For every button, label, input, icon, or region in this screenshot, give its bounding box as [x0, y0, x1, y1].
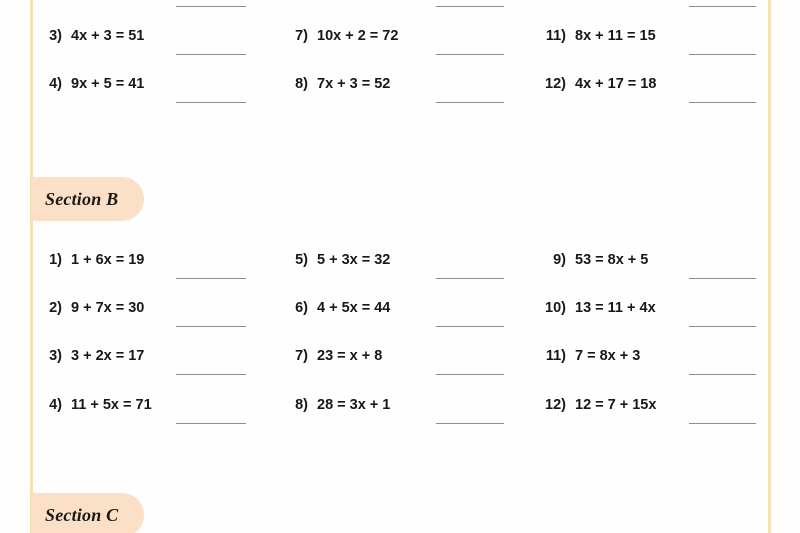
problem-row	[286, 252, 390, 278]
problem-row	[538, 76, 656, 102]
problem-row	[40, 252, 144, 278]
problem-equation: 5 + 3x = 32	[317, 252, 391, 268]
answer-line[interactable]	[689, 54, 756, 55]
problem-number: 3)	[49, 28, 62, 44]
problem-row	[286, 28, 398, 54]
answer-line[interactable]	[436, 423, 504, 424]
answer-line[interactable]	[436, 326, 504, 327]
answer-line[interactable]	[689, 374, 756, 375]
problem-number: 5)	[295, 252, 308, 268]
answer-line[interactable]	[689, 423, 756, 424]
problem-number: 8)	[295, 76, 308, 92]
problem-equation: 53 = 8x + 5	[575, 252, 649, 268]
problem-row	[538, 252, 648, 278]
answer-line[interactable]	[689, 102, 756, 103]
problem-row	[286, 300, 390, 326]
problem-number: 6)	[295, 300, 308, 316]
answer-line[interactable]	[689, 278, 756, 279]
answer-line[interactable]	[436, 374, 504, 375]
answer-line[interactable]	[436, 278, 504, 279]
answer-line[interactable]	[176, 423, 246, 424]
answer-line[interactable]	[176, 374, 246, 375]
problem-number: 1)	[49, 252, 62, 268]
problem-number: 2)	[49, 300, 62, 316]
problem-equation: 7 = 8x + 3	[575, 348, 641, 364]
problem-equation: 3 + 2x = 17	[71, 348, 145, 364]
problem-number: 4)	[49, 76, 62, 92]
left-margin-rule	[30, 0, 33, 533]
problem-number: 10)	[545, 300, 566, 316]
problem-number: 11)	[545, 28, 566, 44]
answer-line[interactable]	[176, 102, 246, 103]
problem-equation: 4x + 3 = 51	[71, 28, 145, 44]
problem-equation: 7x + 3 = 52	[317, 76, 391, 92]
problem-row	[286, 76, 390, 102]
answer-line[interactable]	[436, 102, 504, 103]
problem-equation: 4x + 17 = 18	[575, 76, 657, 92]
answer-line-partial-top-col1[interactable]	[176, 6, 246, 7]
problem-row	[538, 397, 656, 423]
problem-equation: 4 + 5x = 44	[317, 300, 391, 316]
problem-equation: 10x + 2 = 72	[317, 28, 399, 44]
answer-line-partial-top-col2[interactable]	[436, 6, 504, 7]
problem-equation: 8x + 11 = 15	[575, 28, 656, 44]
section-b-label: Section B	[45, 188, 119, 209]
problem-equation: 28 = 3x + 1	[317, 397, 391, 413]
problem-row	[40, 76, 144, 102]
problem-equation: 1 + 6x = 19	[71, 252, 145, 268]
problem-number: 12)	[545, 397, 566, 413]
section-header-b	[31, 177, 144, 221]
problem-row	[40, 348, 144, 374]
problem-row	[286, 397, 390, 423]
problem-number: 8)	[295, 397, 308, 413]
problem-number: 12)	[545, 76, 566, 92]
problem-number: 7)	[295, 348, 308, 364]
problem-row	[40, 300, 144, 326]
problem-number: 9)	[553, 252, 566, 268]
problem-equation: 23 = x + 8	[317, 348, 383, 364]
problem-equation: 9 + 7x = 30	[71, 300, 145, 316]
problem-number: 3)	[49, 348, 62, 364]
problem-row	[538, 28, 656, 54]
problem-number: 11)	[545, 348, 566, 364]
problem-equation: 13 = 11 + 4x	[575, 300, 656, 316]
right-margin-rule	[768, 0, 771, 533]
problem-row	[538, 348, 640, 374]
problem-number: 7)	[295, 28, 308, 44]
answer-line[interactable]	[176, 278, 246, 279]
problem-row	[286, 348, 382, 374]
answer-line[interactable]	[176, 326, 246, 327]
answer-line[interactable]	[689, 326, 756, 327]
problem-number: 4)	[49, 397, 62, 413]
problem-equation: 12 = 7 + 15x	[575, 397, 657, 413]
section-c-label: Section C	[45, 504, 119, 525]
problem-equation: 9x + 5 = 41	[71, 76, 145, 92]
problem-equation: 11 + 5x = 71	[71, 397, 152, 413]
problem-row	[538, 300, 656, 326]
answer-line-partial-top-col3[interactable]	[689, 6, 756, 7]
problem-row	[40, 397, 152, 423]
problem-row	[40, 28, 144, 54]
answer-line[interactable]	[436, 54, 504, 55]
answer-line[interactable]	[176, 54, 246, 55]
section-header-c	[31, 493, 144, 533]
